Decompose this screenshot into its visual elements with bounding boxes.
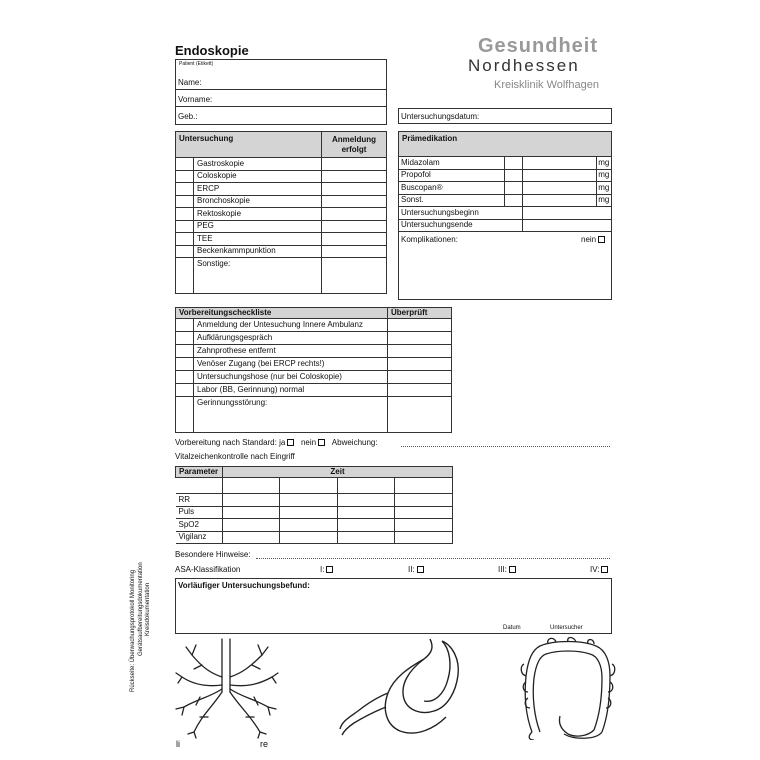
asa-class-2[interactable]: [408, 566, 424, 574]
checkliste-checkbox[interactable]: [176, 397, 194, 433]
untersuchung-item: Beckenkammpunktion: [194, 245, 322, 258]
ueberprueft-cell[interactable]: [388, 384, 452, 397]
hinweise-label: Besondere Hinweise:: [175, 550, 251, 559]
anmeldung-cell[interactable]: [322, 170, 387, 183]
side-text-2: Gerätsaufbereitungsdokumentation: [138, 562, 144, 656]
anmeldung-cell[interactable]: [322, 258, 387, 294]
side-text-1: Rückseite: Überwachungsprotokoll Monitoring: [130, 569, 136, 692]
beginn-label: Untersuchungsbeginn: [398, 207, 522, 220]
vital-cell[interactable]: [223, 494, 280, 507]
checkliste-item: Labor (BB, Gerinnung) normal: [194, 384, 388, 397]
vital-cell[interactable]: [280, 494, 338, 507]
asa-class-4[interactable]: [590, 566, 608, 574]
vital-cell[interactable]: [223, 506, 280, 519]
anmeldung-header-line1: Anmeldung: [332, 135, 377, 144]
vital-cell[interactable]: [338, 519, 395, 532]
untersuchung-checkbox[interactable]: [176, 233, 194, 246]
checkliste-checkbox[interactable]: [176, 332, 194, 345]
drug-name: Sonst.: [398, 194, 504, 207]
checkliste-header: Vorbereitungscheckliste: [176, 308, 388, 319]
anmeldung-cell[interactable]: [322, 208, 387, 221]
vital-cell[interactable]: [280, 506, 338, 519]
param-header: Parameter: [176, 467, 223, 478]
checkliste-checkbox[interactable]: [176, 384, 194, 397]
vital-param: Puls: [176, 506, 223, 519]
vital-cell[interactable]: [223, 519, 280, 532]
drug-dose-field[interactable]: [522, 157, 596, 170]
logo-line2: Nordhessen: [468, 56, 580, 75]
drug-dose-field[interactable]: [522, 169, 596, 182]
checkbox-icon[interactable]: [326, 566, 333, 573]
checkbox-icon[interactable]: [318, 439, 325, 446]
side-text-3: Kreisdokumentation: [145, 582, 151, 636]
drug-check[interactable]: [504, 157, 522, 170]
vorname-label: Vorname:: [178, 95, 213, 104]
komplikationen-nein[interactable]: [581, 236, 605, 244]
drug-name: Buscopan®: [398, 182, 504, 195]
anmeldung-cell[interactable]: [322, 233, 387, 246]
drug-check[interactable]: [504, 169, 522, 182]
untersuchung-item: ERCP: [194, 183, 322, 196]
vital-cell[interactable]: [280, 531, 338, 544]
logo-line1: Gesundheit: [478, 35, 599, 57]
praemedikation-header: Prämedikation: [402, 134, 458, 143]
ende-field[interactable]: [522, 219, 611, 232]
abweichung-label: Abweichung:: [331, 438, 378, 447]
asa-label: ASA-Klassifikation: [175, 565, 241, 574]
untersuchung-item: Rektoskopie: [194, 208, 322, 221]
untersuchung-checkbox[interactable]: [176, 208, 194, 221]
checkliste-item: Venöser Zugang (bei ERCP rechts!): [194, 358, 388, 371]
untersuchungsdatum-label: Untersuchungsdatum:: [401, 112, 480, 121]
asa-class-2-label: II:: [408, 565, 415, 574]
hinweise-field[interactable]: [256, 558, 610, 559]
vital-param: Vigilanz: [176, 531, 223, 544]
checkliste-checkbox[interactable]: [176, 345, 194, 358]
vital-title: Vitalzeichenkontrolle nach Eingriff: [175, 452, 295, 461]
name-label: Name:: [178, 78, 202, 87]
logo-line3: Kreisklinik Wolfhagen: [494, 79, 599, 91]
vital-table: [175, 466, 453, 544]
asa-class-3-label: III:: [498, 565, 507, 574]
ende-label: Untersuchungsende: [398, 219, 522, 232]
vital-blank: [176, 478, 223, 494]
vital-param: RR: [176, 494, 223, 507]
stomach-icon: [338, 637, 468, 737]
drug-unit: mg: [596, 194, 611, 207]
anmeldung-header-line2: erfolgt: [341, 144, 367, 154]
zeit-cell[interactable]: [223, 478, 280, 494]
untersuchung-header: Untersuchung: [176, 132, 322, 158]
zeit-header: Zeit: [223, 467, 453, 478]
ueberprueft-cell[interactable]: [388, 371, 452, 384]
drug-name: Midazolam: [398, 157, 504, 170]
untersuchung-item: Sonstige:: [194, 258, 322, 294]
asa-class-4-label: IV:: [590, 565, 600, 574]
untersuchung-item: Coloskopie: [194, 170, 322, 183]
drug-name: Propofol: [398, 169, 504, 182]
anmeldung-header: [322, 132, 387, 158]
checkbox-icon[interactable]: [417, 566, 424, 573]
drug-check[interactable]: [504, 194, 522, 207]
ueberprueft-cell[interactable]: [388, 345, 452, 358]
drug-dose-field[interactable]: [522, 194, 596, 207]
checkbox-icon[interactable]: [287, 439, 294, 446]
anmeldung-cell[interactable]: [322, 183, 387, 196]
befund-datum: Datum: [503, 625, 521, 631]
vital-cell[interactable]: [395, 531, 453, 544]
anmeldung-cell[interactable]: [322, 245, 387, 258]
untersuchung-item: TEE: [194, 233, 322, 246]
ueberprueft-header: Überprüft: [388, 308, 452, 319]
checkliste-checkbox[interactable]: [176, 371, 194, 384]
checkliste-item: Untersuchungshose (nur bei Coloskopie): [194, 371, 388, 384]
anmeldung-cell[interactable]: [322, 195, 387, 208]
ueberprueft-cell[interactable]: [388, 397, 452, 433]
untersuchung-item: PEG: [194, 220, 322, 233]
komplikationen-nein-label: nein: [581, 235, 597, 244]
name-field[interactable]: [175, 89, 386, 90]
untersuchung-checkbox[interactable]: [176, 220, 194, 233]
vital-cell[interactable]: [338, 494, 395, 507]
untersuchung-checkbox[interactable]: [176, 183, 194, 196]
standard-row: [175, 439, 378, 447]
drug-unit: mg: [596, 157, 611, 170]
geb-label: Geb.:: [178, 112, 198, 121]
checkbox-icon[interactable]: [509, 566, 516, 573]
anmeldung-cell[interactable]: [322, 220, 387, 233]
vital-cell[interactable]: [395, 494, 453, 507]
praemedikation-table: [398, 156, 611, 232]
asa-class-1[interactable]: [320, 566, 333, 574]
vital-cell[interactable]: [223, 531, 280, 544]
vital-cell[interactable]: [395, 519, 453, 532]
untersuchung-checkbox[interactable]: [176, 158, 194, 171]
vital-cell[interactable]: [395, 506, 453, 519]
ueberprueft-cell[interactable]: [388, 332, 452, 345]
vital-cell[interactable]: [338, 531, 395, 544]
untersuchung-checkbox[interactable]: [176, 170, 194, 183]
checkliste-item: Aufklärungsgespräch: [194, 332, 388, 345]
anmeldung-cell[interactable]: [322, 158, 387, 171]
befund-untersucher: Untersucher: [550, 625, 583, 631]
zeit-cell[interactable]: [395, 478, 453, 494]
untersuchung-checkbox[interactable]: [176, 258, 194, 294]
ueberprueft-cell[interactable]: [388, 319, 452, 332]
komplikationen-label: Komplikationen:: [401, 235, 458, 244]
checkbox-icon[interactable]: [601, 566, 608, 573]
patient-box: [175, 59, 387, 125]
patient-label: Patient (Etikett): [179, 61, 214, 67]
drug-unit: mg: [596, 169, 611, 182]
zeit-cell[interactable]: [280, 478, 338, 494]
checkliste-item: Anmeldung der Untesuchung Innere Ambulanz: [194, 319, 388, 332]
checkliste-checkbox[interactable]: [176, 319, 194, 332]
vital-cell[interactable]: [338, 506, 395, 519]
checkliste-item: Zahnprothese entfernt: [194, 345, 388, 358]
page-title: Endoskopie: [175, 43, 249, 58]
vital-param: SpO2: [176, 519, 223, 532]
drug-dose-field[interactable]: [522, 182, 596, 195]
standard-nein-label: nein: [300, 438, 317, 447]
diagram-left-label: li: [176, 739, 180, 749]
checkliste-table: [175, 307, 452, 433]
checkliste-checkbox[interactable]: [176, 358, 194, 371]
asa-class-3[interactable]: [498, 566, 516, 574]
untersuchung-item: Gastroskopie: [194, 158, 322, 171]
zeit-cell[interactable]: [338, 478, 395, 494]
asa-class-1-label: I:: [320, 565, 325, 574]
vorname-field[interactable]: [175, 106, 386, 107]
vital-cell[interactable]: [280, 519, 338, 532]
drug-check[interactable]: [504, 182, 522, 195]
colon-icon: [518, 636, 618, 740]
ueberprueft-cell[interactable]: [388, 358, 452, 371]
befund-label: Vorläufiger Untersuchungsbefund:: [178, 581, 310, 590]
drug-unit: mg: [596, 182, 611, 195]
beginn-field[interactable]: [522, 207, 611, 220]
checkbox-icon[interactable]: [598, 236, 605, 243]
untersuchung-checkbox[interactable]: [176, 245, 194, 258]
checkliste-item: Gerinnungsstörung:: [194, 397, 388, 433]
untersuchung-checkbox[interactable]: [176, 195, 194, 208]
standard-label: Vorbereitung nach Standard: ja: [175, 438, 286, 447]
abweichung-field[interactable]: [401, 446, 610, 447]
diagram-right-label: re: [260, 739, 269, 749]
untersuchung-table: [175, 131, 387, 294]
bronchial-tree-icon: [172, 637, 282, 742]
untersuchung-item: Bronchoskopie: [194, 195, 322, 208]
